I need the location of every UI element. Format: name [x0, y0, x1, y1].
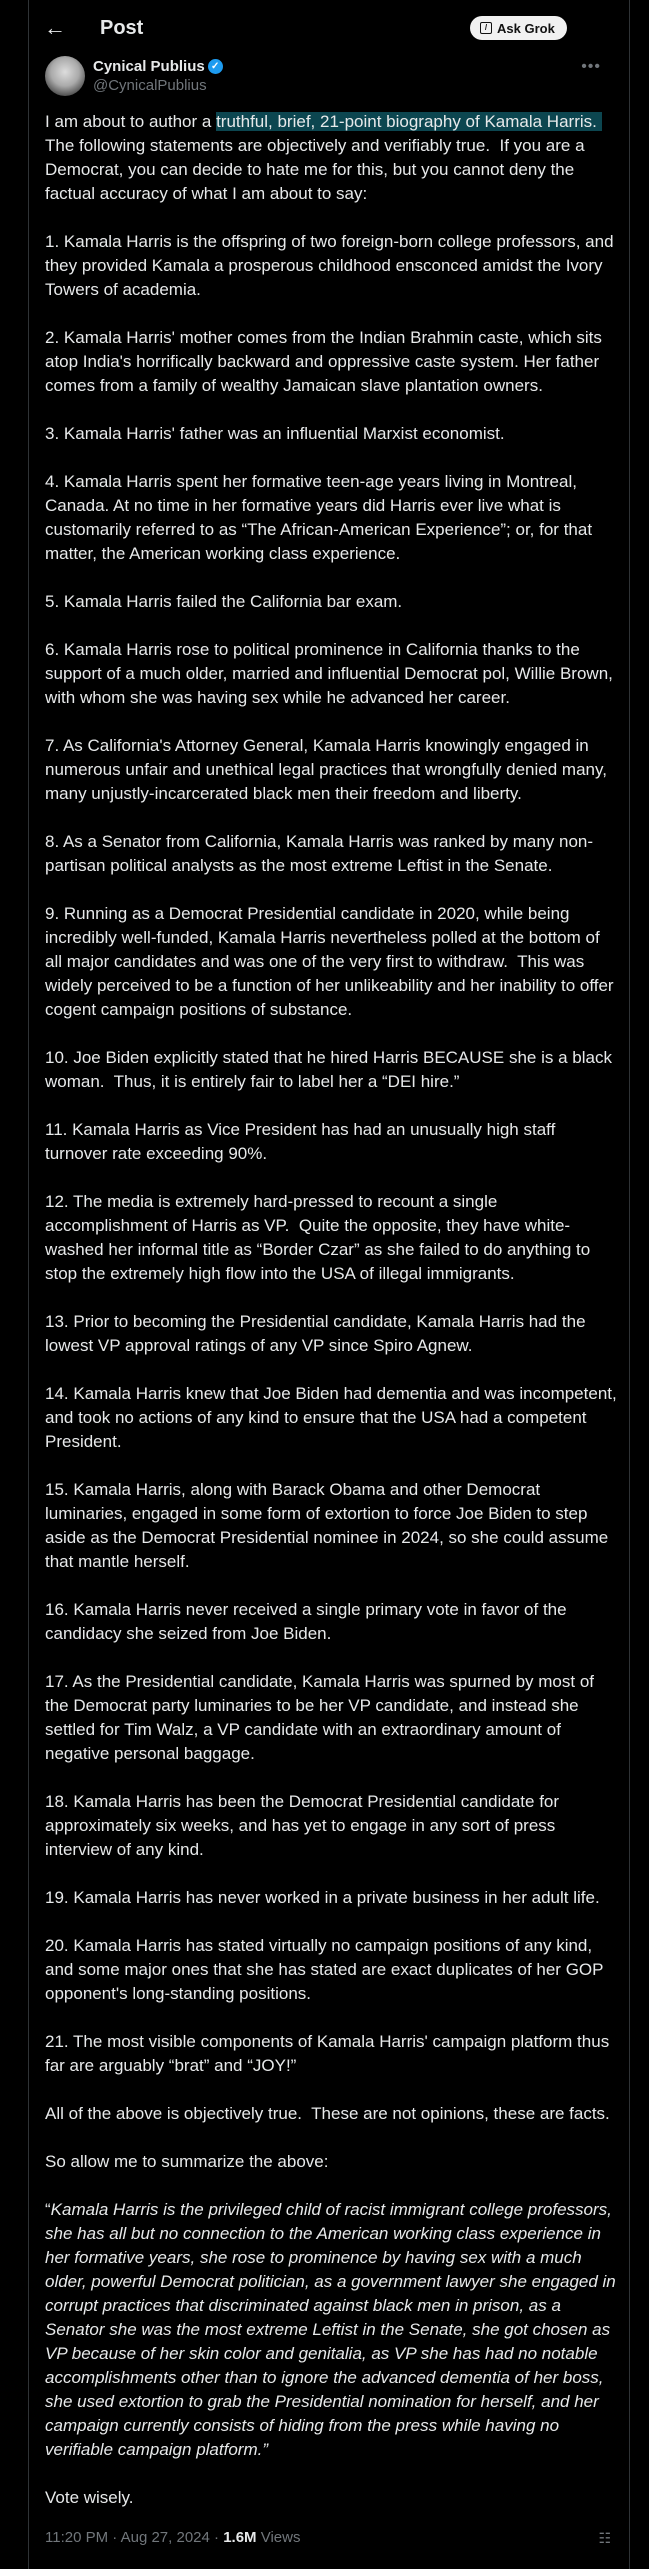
- quote-mark: “: [45, 2200, 51, 2219]
- intro-text: I am about to author a: [45, 112, 217, 131]
- point-item: 12. The media is extremely hard-pressed to recount a single accomplishment of Harris as VP. Quite the opposite, they have white-washed her informal title as “Border Czar” as she failed to do anything to stop the extremely high flow into the USA of illegal immigrants.: [45, 1192, 595, 1283]
- point-item: 4. Kamala Harris spent her formative teen-age years living in Montreal, Canada. At no time in her formative years did Harris ever live what is customarily referred to as “The African-American Experience”; or, for that matter, the American working class experience.: [45, 472, 597, 563]
- points-list: [45, 230, 622, 2078]
- highlighted-text: truthful, brief, 21-point biography of Kamala Harris.: [216, 112, 602, 131]
- point-item: 1. Kamala Harris is the offspring of two foreign-born college professors, and they provided Kamala a prosperous childhood ensconced amidst the Ivory Towers of academia.: [45, 232, 619, 299]
- point-item: 7. As California's Attorney General, Kamala Harris knowingly engaged in numerous unfair and unethical legal practices that wrongfully denied many, many unjustly-incarcerated black men their freedom and liberty.: [45, 736, 612, 803]
- point-item: 8. As a Senator from California, Kamala Harris was ranked by many non-partisan political analysts as the most extreme Leftist in the Senate.: [45, 832, 594, 875]
- ask-grok-label: Ask Grok: [497, 20, 555, 36]
- closing: Vote wisely.: [45, 2488, 134, 2507]
- post-meta: [45, 2528, 300, 2548]
- summary-intro: So allow me to summarize the above:: [45, 2152, 329, 2171]
- post-time[interactable]: 11:20 PM: [45, 2529, 109, 2546]
- point-item: 14. Kamala Harris knew that Joe Biden had dementia and was incompetent, and took no actions of any kind to ensure that the USA had a competent President.: [45, 1384, 622, 1451]
- point-item: 16. Kamala Harris never received a single primary vote in favor of the candidacy she seized from Joe Biden.: [45, 1600, 572, 1643]
- summary-quote: [45, 2198, 621, 2462]
- views-label: Views: [260, 2529, 301, 2546]
- separator: ·: [108, 2529, 121, 2546]
- point-item: 5. Kamala Harris failed the California bar exam.: [45, 592, 403, 611]
- point-item: 10. Joe Biden explicitly stated that he hired Harris BECAUSE she is a black woman. Thus, it is entirely fair to label her a “DEI hire.”: [45, 1048, 617, 1091]
- point-item: 2. Kamala Harris' mother comes from the Indian Brahmin caste, which sits atop India's horrifically backward and oppressive caste system. Her father comes from a family of wealthy Jamaican slave plantation owners.: [45, 328, 607, 395]
- quote-text: Kamala Harris is the privileged child of racist immigrant college professors, she has all but no connection to the American working class experience in her formative years, she rose to prominence by having sex with a much older, powerful Democrat politician, as a government lawyer she engaged in corrupt practices that discriminated against black men in prison, as a Senator she was the most extreme Leftist in the Senate, she got chosen as VP because of her skin color and genitalia, as VP she has had no notable accomplishments other than to ignore the advanced dementia of her boss, she used extortion to grab the Presidential nomination for herself, and her campaign currently consists of hiding from the press while having no verifiable campaign platform.”: [45, 2200, 621, 2459]
- point-item: 6. Kamala Harris rose to political prominence in California thanks to the support of a much older, married and influential Democrat pol, Willie Brown, with whom she was having sex while he advanced her career.: [45, 640, 618, 707]
- author-name[interactable]: Cynical Publius: [93, 58, 205, 75]
- point-item: 18. Kamala Harris has been the Democrat Presidential candidate for approximately six weeks, and has yet to engage in any sort of press interview of any kind.: [45, 1792, 564, 1859]
- views-count: 1.6M: [223, 2529, 257, 2546]
- point-item: 15. Kamala Harris, along with Barack Obama and other Democrat luminaries, engaged in some form of extortion to force Joe Biden to step aside as the Democrat Presidential nominee in 2024, so she could assume that mantle herself.: [45, 1480, 613, 1571]
- post-date[interactable]: Aug 27, 2024: [120, 2529, 210, 2546]
- analytics-icon[interactable]: ☷: [598, 2530, 611, 2546]
- post-intro: [45, 110, 617, 206]
- point-item: 19. Kamala Harris has never worked in a private business in her adult life.: [45, 1888, 600, 1907]
- arrow-left-icon[interactable]: ←: [44, 15, 66, 40]
- separator: ·: [209, 2529, 224, 2546]
- post-footer: [45, 2526, 617, 2556]
- point-item: 20. Kamala Harris has stated virtually no campaign positions of any kind, and some major ones that she has stated are exact duplicates of her GOP opponent's long-standing positions.: [45, 1936, 608, 2003]
- more-horizontal-icon[interactable]: •••: [581, 58, 601, 75]
- conclusion: All of the above is objectively true. These are not opinions, these are facts.: [45, 2104, 610, 2123]
- intro-text-rest: The following statements are objectively and verifiably true. If you are a Democrat, you can decide to hate me for this, but you cannot deny the factual accuracy of what I am about to say:: [45, 112, 607, 203]
- point-item: 13. Prior to becoming the Presidential candidate, Kamala Harris had the lowest VP approval ratings of any VP since Spiro Agnew.: [45, 1312, 591, 1355]
- point-item: 21. The most visible components of Kamala Harris' campaign platform thus far are arguably “brat” and “JOY!”: [45, 2032, 614, 2075]
- point-item: 3. Kamala Harris' father was an influential Marxist economist.: [45, 424, 505, 443]
- verified-badge-icon: ✓: [208, 59, 223, 74]
- page-title: Post: [100, 16, 144, 39]
- point-item: 11. Kamala Harris as Vice President has had an unusually high staff turnover rate exceeding 90%.: [45, 1120, 561, 1163]
- post-body: [45, 0, 622, 2556]
- point-item: 17. As the Presidential candidate, Kamala Harris was spurned by most of the Democrat party luminaries to be her VP candidate, and instead she settled for Tim Walz, a VP candidate with an extraordinary amount of negative personal baggage.: [45, 1672, 599, 1763]
- author-handle[interactable]: @CynicalPublius: [93, 77, 207, 94]
- grok-icon: /: [480, 22, 492, 34]
- point-item: 9. Running as a Democrat Presidential candidate in 2020, while being incredibly well-funded, Kamala Harris nevertheless polled at the bottom of all major candidates and was one of the very first to withdraw. This was widely perceived to be a function of her unlikeability and her inability to offer cogent campaign positions of substance.: [45, 904, 619, 1019]
